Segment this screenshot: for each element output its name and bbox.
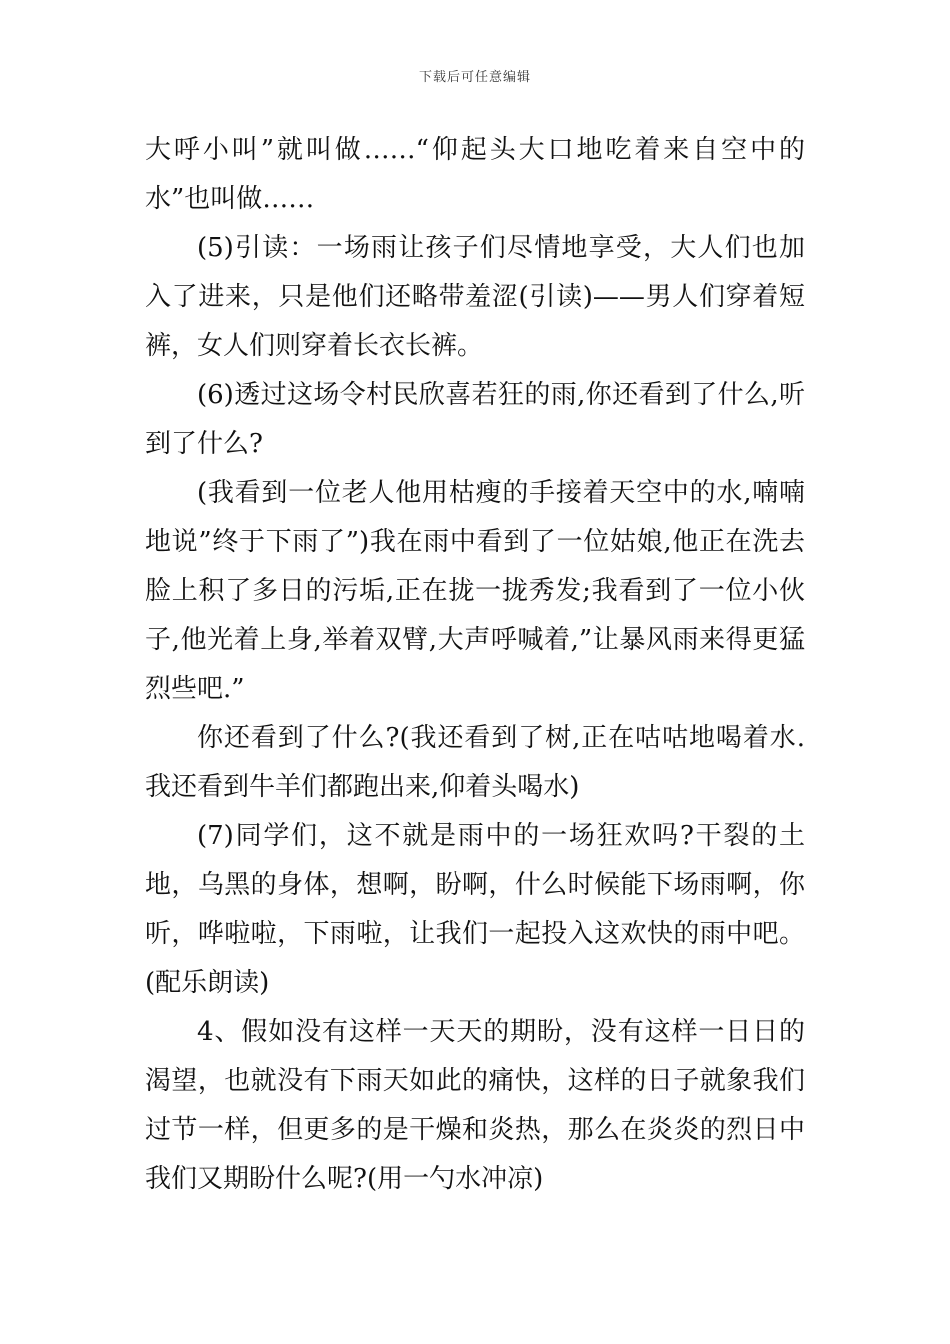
paragraph-1: 大呼小叫”就叫做……“仰起头大口地吃着来自空中的水”也叫做…… bbox=[145, 135, 805, 214]
paragraph-3: (6)透过这场令村民欣喜若狂的雨,你还看到了什么,听到了什么? bbox=[145, 380, 805, 459]
paragraph-6: (7)同学们，这不就是雨中的一场狂欢吗?干裂的土地，乌黑的身体，想啊，盼啊，什么时候能下场雨啊，你听，哗啦啦，下雨啦，让我们一起投入这欢快的雨中吧。(配乐朗读) bbox=[145, 821, 805, 998]
paragraph-2: (5)引读：一场雨让孩子们尽情地享受，大人们也加入了进来，只是他们还略带羞涩(引读)——男人们穿着短裤，女人们则穿着长衣长裤。 bbox=[145, 233, 805, 361]
page-header: 下载后可任意编辑 bbox=[418, 70, 531, 85]
paragraph-4: (我看到一位老人他用枯瘦的手接着天空中的水,喃喃地说”终于下雨了”)我在雨中看到了一位姑娘,他正在洗去脸上积了多日的污垢,正在拢一拢秀发;我看到了一位小伙子,他光着上身,举着双臂,大声呼喊着,”让暴风雨来得更猛烈些吧.” bbox=[145, 478, 805, 704]
paragraph-7: 4、假如没有这样一天天的期盼，没有这样一日日的渴望，也就没有下雨天如此的痛快，这样的日子就象我们过节一样，但更多的是干燥和炎热，那么在炎炎的烈日中我们又期盼什么呢?(用一勺水冲凉) bbox=[145, 1017, 805, 1194]
paragraph-5: 你还看到了什么?(我还看到了树,正在咕咕地喝着水.我还看到牛羊们都跑出来,仰着头喝水) bbox=[145, 723, 805, 802]
document-body bbox=[145, 126, 805, 1204]
